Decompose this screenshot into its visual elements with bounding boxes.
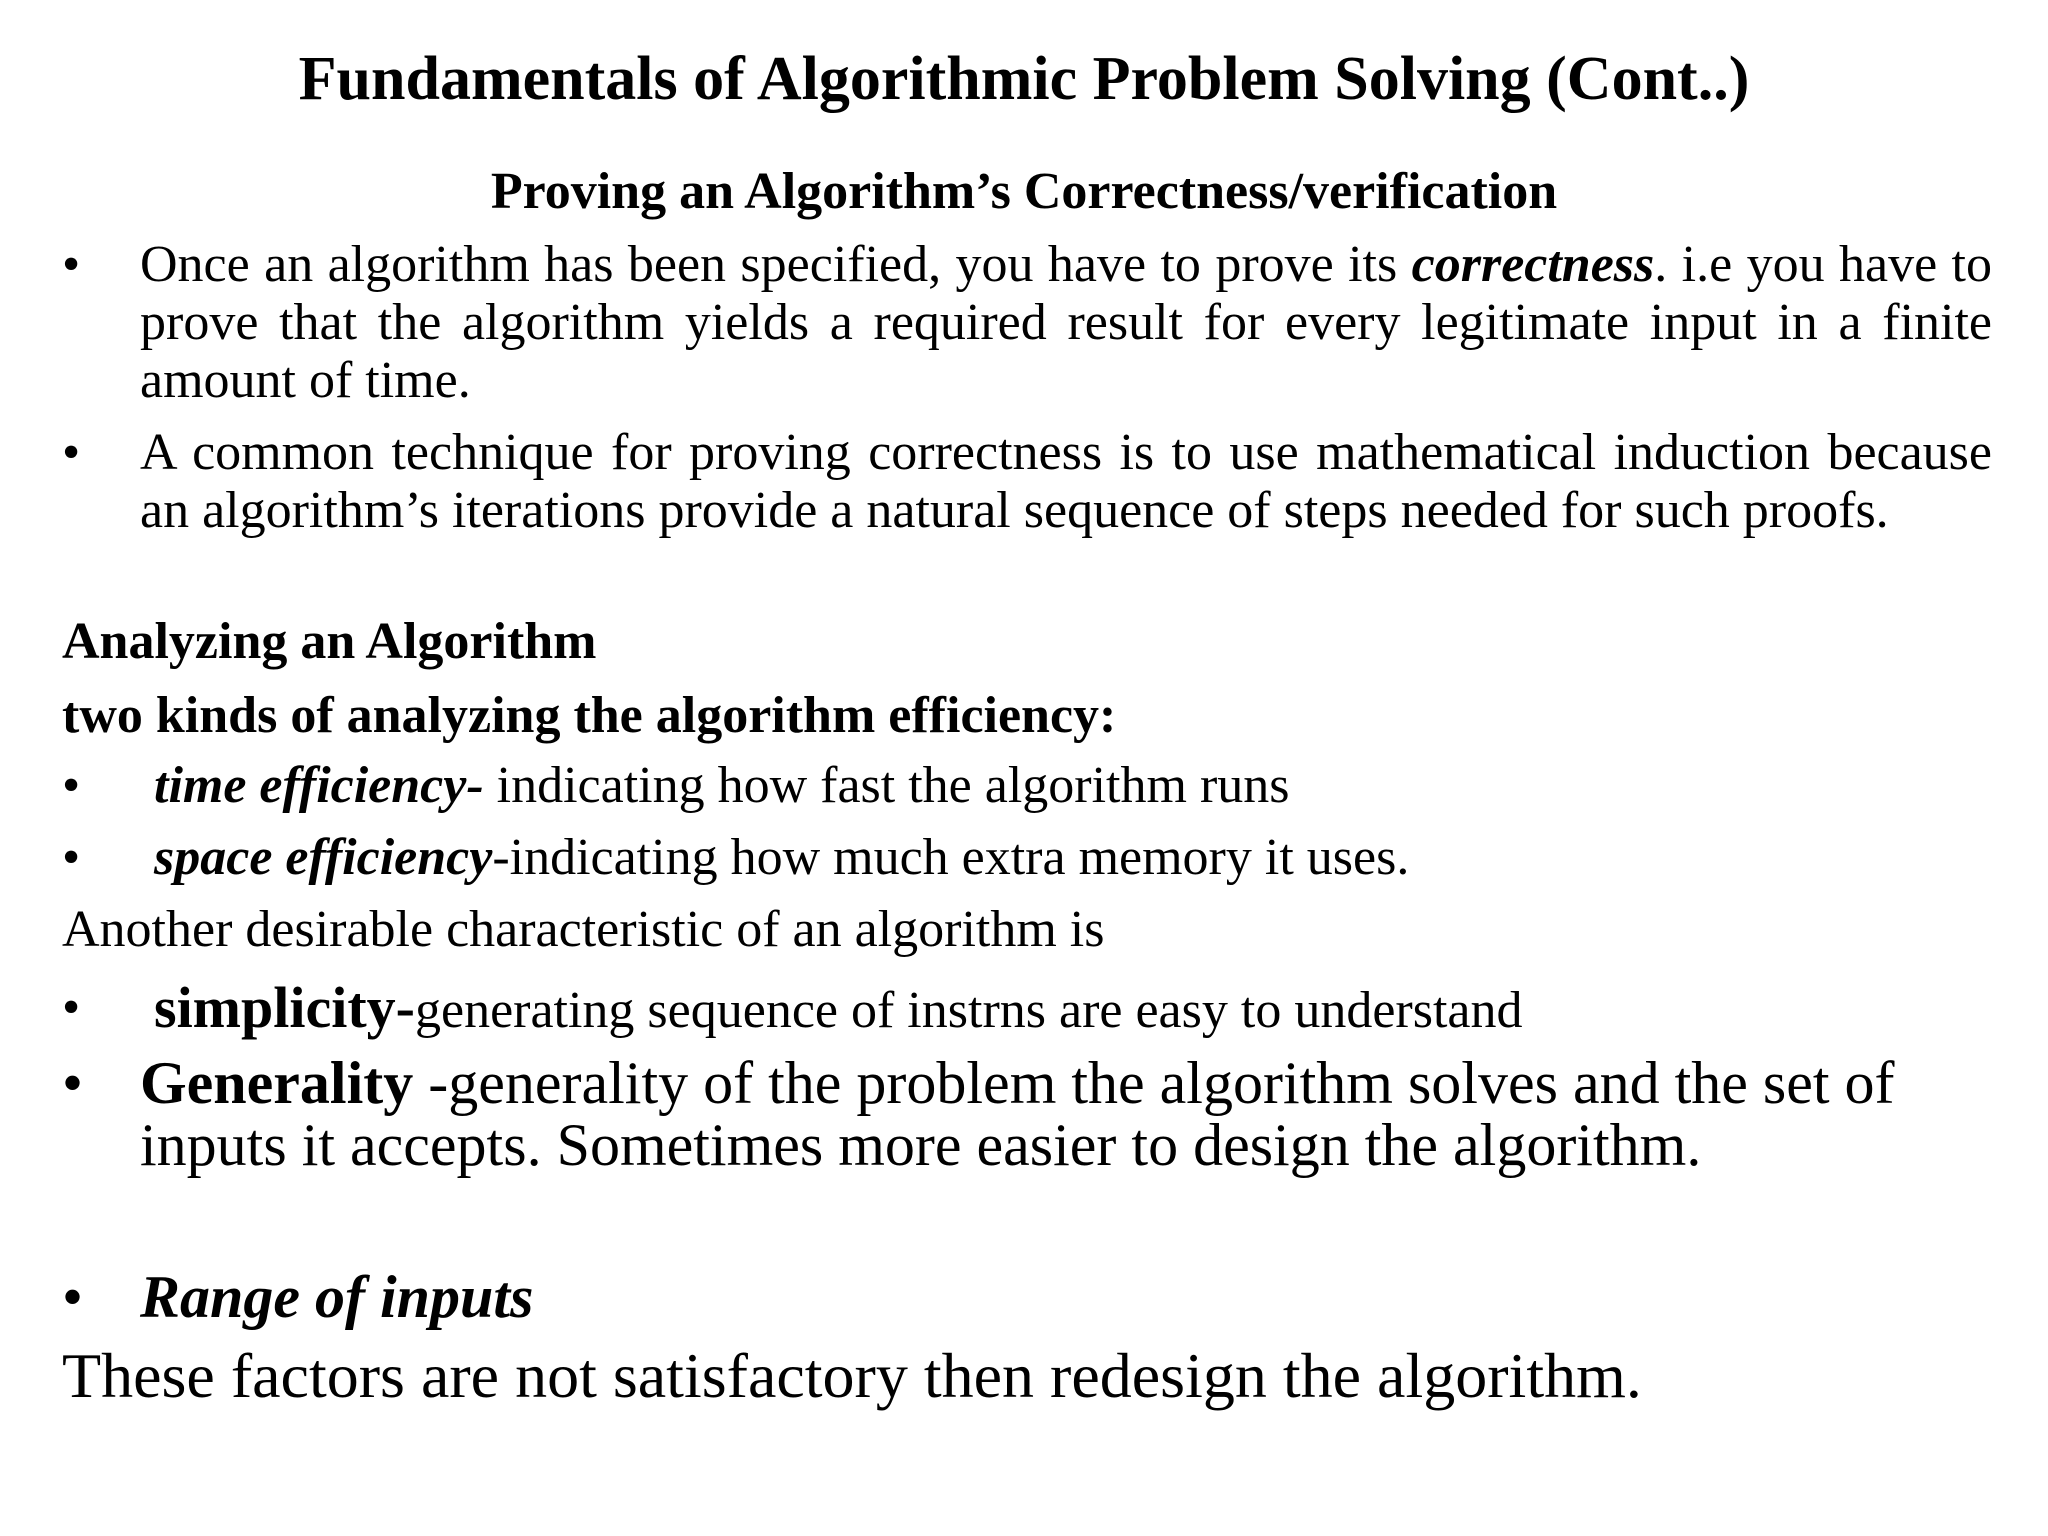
- bullet-simplicity: [62, 976, 1992, 1043]
- section-heading-analyzing: Analyzing an Algorithm: [62, 613, 597, 670]
- bullet-text: -generality of the problem the algorithm solves and the set of inputs it accepts. Sometimes more easier to design the algorithm.: [140, 1050, 1895, 1178]
- bullet-induction-technique: [62, 424, 1992, 540]
- bullet-text-pre: Once an algorithm has been specified, you have to prove its: [140, 236, 1412, 293]
- bullet-correctness-definition: [62, 236, 1992, 410]
- bullet-emphasis-generality: Generality: [140, 1050, 414, 1116]
- bullet-range-of-inputs: [62, 1262, 1992, 1332]
- bullet-icon: •: [62, 424, 81, 481]
- bullet-text: -indicating how much extra memory it uses.: [492, 829, 1410, 886]
- bullet-text: A common technique for proving correctness is to use mathematical induction because an algorithm’s iterations provide a natural sequence of steps needed for such proofs.: [140, 424, 1992, 539]
- bullet-icon: •: [62, 829, 81, 886]
- efficiency-subheading: two kinds of analyzing the algorithm efficiency:: [62, 687, 1117, 744]
- slide-title: Fundamentals of Algorithmic Problem Solving (Cont..): [298, 45, 1750, 113]
- bullet-emphasis-range-of-inputs: Range of inputs: [140, 1264, 534, 1330]
- bullet-icon: •: [62, 236, 81, 293]
- bullet-emphasis-simplicity: simplicity-: [154, 975, 415, 1040]
- bullet-text-post: . i.e you have to prove that the algorithm yields a required result for every legitimate input in a finite amount of time.: [140, 236, 1992, 409]
- bullet-time-efficiency: [62, 756, 1992, 816]
- bullet-emphasis-correctness: correctness: [1411, 236, 1655, 293]
- bullet-text: generating sequence of instrns are easy to understand: [414, 982, 1523, 1039]
- bullet-icon: •: [62, 979, 81, 1036]
- bullet-space-efficiency: [62, 828, 1992, 888]
- bullet-icon: •: [62, 1050, 84, 1116]
- bullet-emphasis-space-efficiency: space efficiency: [154, 829, 493, 886]
- bullet-icon: •: [62, 1264, 84, 1330]
- bullet-emphasis-time-efficiency: time efficiency-: [154, 757, 484, 814]
- bullet-text: indicating how fast the algorithm runs: [483, 757, 1290, 814]
- bullet-generality: [62, 1052, 1992, 1176]
- conclusion-text: These factors are not satisfactory then redesign the algorithm.: [62, 1340, 1642, 1411]
- bullet-icon: •: [62, 757, 81, 814]
- section-heading-correctness: Proving an Algorithm’s Correctness/verification: [490, 163, 1558, 220]
- characteristics-intro: Another desirable characteristic of an algorithm is: [62, 901, 1105, 958]
